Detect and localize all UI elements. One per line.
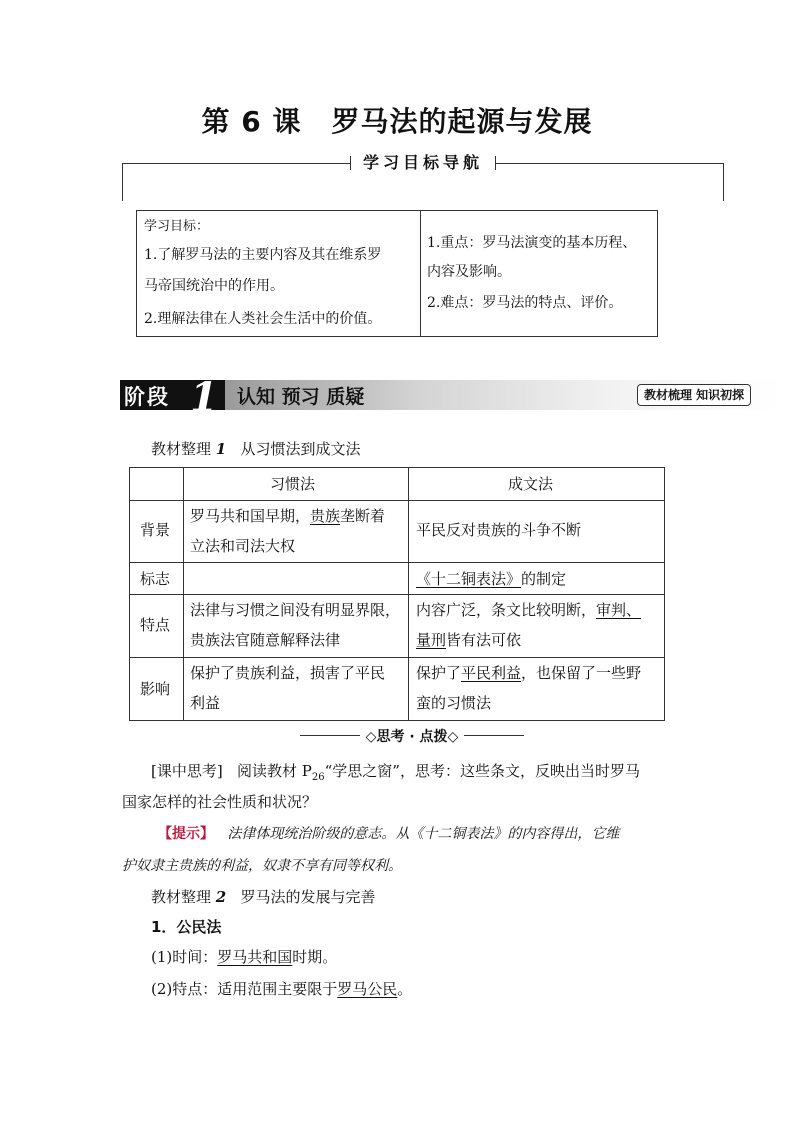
hint-tag: 【提示】 <box>158 826 214 842</box>
table-cell: 《十二铜表法》的制定 <box>416 570 567 588</box>
civil-law-feature: (2)特点：适用范围主要限于罗马公民。 <box>151 980 413 998</box>
section-heading: 教材整理 2 罗马法的发展与完善 <box>151 888 376 906</box>
table-cell: 法律与习惯之间没有明显界限， <box>190 601 401 619</box>
hint-line: 护奴隶主贵族的利益，奴隶不享有同等权利。 <box>122 858 402 874</box>
table-header: 习惯法 <box>270 475 316 493</box>
question-line: [课中思考] 阅读教材 $P_{26}“$学思之窗”，思考：这些条文，反映出当时罗马 <box>151 762 640 783</box>
row-label: 背景 <box>140 521 171 539</box>
study-goal-nav <box>122 153 724 203</box>
page-title <box>0 100 794 140</box>
table-cell: 保护了贵族利益，损害了平民 <box>190 664 386 682</box>
stage-banner <box>120 374 780 421</box>
nav-label: 学习目标导航 <box>350 151 496 175</box>
row-label: 特点 <box>140 616 171 634</box>
civil-law-heading: 1．公民法 <box>151 918 222 936</box>
question-line: 国家怎样的社会性质和状况？ <box>122 793 318 811</box>
think-separator: ◇思考 · 点拨◇ <box>300 728 524 744</box>
goal-item: 2.理解法律在人类社会生活中的价值。 <box>144 311 382 327</box>
key-point: 内容及影响。 <box>427 264 511 280</box>
stage-title: 认知 预习 质疑 <box>237 386 365 408</box>
table-cell: 保护了平民利益，也保留了一些野 <box>416 664 642 682</box>
stage-word: 阶段 <box>124 385 170 409</box>
section-heading: 教材整理 1 从习惯法到成文法 <box>151 440 361 458</box>
goal-table <box>136 210 658 337</box>
key-point: 1.重点：罗马法演变的基本历程、 <box>427 235 637 251</box>
table-cell: 立法和司法大权 <box>190 537 296 555</box>
stage-number: 1 <box>190 374 218 421</box>
goal-list <box>137 211 421 336</box>
table-header: 成文法 <box>508 475 554 493</box>
table-cell: 贵族法官随意解释法律 <box>190 631 341 649</box>
diamond-icon: ◇ <box>365 729 377 745</box>
table-cell: 蛮的习惯法 <box>416 694 492 712</box>
table-cell: 罗马共和国早期，贵族垄断着 <box>190 507 386 525</box>
civil-law-time: (1)时间：罗马共和国时期。 <box>151 948 338 966</box>
diamond-icon: ◇ <box>447 729 459 745</box>
stage-badge: 教材梳理 知识初探 <box>637 384 751 406</box>
row-label: 标志 <box>140 570 171 588</box>
key-point-list <box>421 211 657 336</box>
hint-line: 【提示】 法律体现统治阶级的意志。从《十二铜表法》的内容得出，它维 <box>158 826 620 842</box>
goal-heading: 学习目标： <box>144 219 210 234</box>
row-label: 影响 <box>140 680 171 698</box>
goal-item: 马帝国统治中的作用。 <box>144 278 284 294</box>
table-cell: 利益 <box>190 694 221 712</box>
law-comparison-table <box>129 467 665 721</box>
key-point: 2.难点：罗马法的特点、评价。 <box>427 295 623 311</box>
table-cell: 平民反对贵族的斗争不断 <box>416 521 582 539</box>
lesson-number: 第 6 课 <box>201 105 302 138</box>
goal-item: 1.了解罗马法的主要内容及其在维系罗 <box>144 247 382 263</box>
table-cell: 内容广泛，条文比较明断，审判、 <box>416 601 642 619</box>
lesson-name: 罗马法的起源与发展 <box>331 105 593 138</box>
table-cell: 量刑皆有法可依 <box>416 631 522 649</box>
